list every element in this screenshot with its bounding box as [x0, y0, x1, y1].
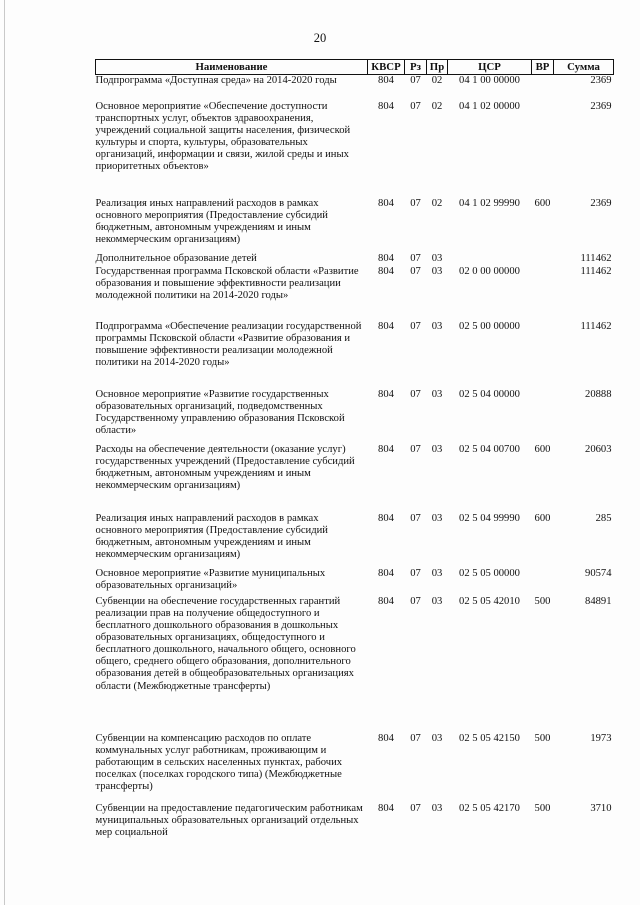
header-vr: ВР: [532, 60, 554, 75]
row-csr: 02 5 04 00000: [459, 388, 520, 400]
row-name: Реализация иных направлений расходов в рамках основного мероприятия (Предоставление субсидий бюджетным, автономным учреждениям и иным некоммерческим организациям): [95, 197, 328, 245]
row-vr: [532, 266, 554, 321]
row-pr: 02: [431, 75, 443, 86]
row-rz: 07: [410, 388, 421, 400]
row-pr: 03: [431, 595, 443, 607]
table-header-row: [96, 60, 614, 75]
table-row: [96, 321, 614, 389]
row-name: Субвенции на предоставление педагогическим работникам муниципальных образовательных организаций отдельных мер социальной: [95, 802, 363, 838]
row-rz: 07: [410, 197, 421, 209]
row-pr: 03: [431, 567, 443, 579]
row-name: Дополнительное образование детей: [95, 252, 257, 264]
row-kvsr: 804: [378, 100, 394, 112]
row-vr: [532, 101, 554, 198]
row-vr: 600: [534, 197, 551, 209]
row-rz: 07: [410, 443, 421, 455]
header-kvsr: КВСР: [368, 60, 405, 75]
table-row: [96, 596, 614, 733]
table-row: [96, 733, 614, 803]
row-pr: 03: [431, 512, 443, 524]
row-kvsr: 804: [378, 197, 394, 209]
row-summa: 111462: [580, 252, 612, 264]
row-csr: 04 1 02 99990: [459, 197, 520, 209]
row-kvsr: 804: [378, 512, 394, 524]
row-rz: 07: [410, 265, 421, 277]
row-rz: 07: [410, 802, 421, 814]
row-kvsr: 804: [378, 388, 394, 400]
row-vr: 500: [534, 802, 551, 814]
row-kvsr: 804: [378, 595, 394, 607]
page-number: 20: [313, 31, 327, 45]
table-row: [96, 513, 614, 568]
row-kvsr: 804: [378, 443, 394, 455]
row-csr: 02 5 04 99990: [459, 512, 520, 524]
row-rz: 07: [410, 320, 421, 332]
row-summa: 84891: [585, 595, 612, 607]
row-summa: 111462: [580, 320, 612, 332]
table-row: [96, 568, 614, 596]
row-name: Субвенции на обеспечение государственных гарантий реализации прав на получение общедоступного и бесплатного дошкольного образования в дошкольных образовательных организациях, общедоступного и бесплатного дошкольного, начального общего, основного общего, среднего общего образования, дополнительного образования детей в общеобразовательных организациях области (Межбюджетные трансферты): [95, 595, 356, 692]
table-row: [96, 253, 614, 266]
row-kvsr: 804: [378, 802, 394, 814]
row-summa: 1973: [590, 732, 612, 744]
row-kvsr: 804: [378, 732, 394, 744]
row-pr: 03: [431, 802, 443, 814]
row-csr: 04 1 00 00000: [459, 75, 520, 86]
budget-table: [95, 59, 614, 845]
header-pr: Пр: [427, 60, 448, 75]
row-rz: 07: [410, 75, 421, 86]
header-summa: Сумма: [554, 60, 614, 75]
row-name: Подпрограмма «Доступная среда» на 2014-2020 годы: [95, 75, 337, 86]
row-summa: 2369: [590, 197, 612, 209]
row-rz: 07: [410, 252, 421, 264]
header-rz: Рз: [405, 60, 427, 75]
row-csr: 02 5 05 42170: [459, 802, 520, 814]
row-vr: 600: [534, 443, 551, 455]
row-rz: 07: [410, 567, 421, 579]
row-summa: 90574: [585, 567, 612, 579]
row-kvsr: 804: [378, 75, 394, 86]
row-vr: [532, 253, 554, 266]
row-pr: 03: [431, 252, 443, 264]
row-csr: 02 5 05 00000: [459, 567, 520, 579]
table-row: [96, 198, 614, 253]
table-row: [96, 389, 614, 444]
row-summa: 2369: [590, 100, 612, 112]
row-pr: 03: [431, 443, 443, 455]
table-row: [96, 444, 614, 513]
row-name: Субвенции на компенсацию расходов по оплате коммунальных услуг работникам, проживающим и работающим в сельских населенных пунктах, рабочих поселках (поселках городского типа) (Межбюджетные трансферты): [95, 732, 343, 793]
table-row: [96, 266, 614, 321]
row-vr: 500: [534, 595, 551, 607]
row-summa: 20603: [585, 443, 612, 455]
row-pr: 03: [431, 320, 443, 332]
row-pr: 02: [431, 197, 443, 209]
row-pr: 02: [431, 100, 443, 112]
row-summa: 3710: [590, 802, 612, 814]
row-kvsr: 804: [378, 567, 394, 579]
row-name: Подпрограмма «Обеспечение реализации государственной программы Псковской области «Развитие образования и повышение эффективности реализации молодежной политики на 2014-2020 годы»: [95, 320, 362, 368]
row-summa: 285: [595, 512, 612, 524]
row-name: Основное мероприятие «Развитие государственных образовательных организаций, подведомственных Государственному управлению образования Псковской области»: [95, 388, 345, 436]
row-name: Основное мероприятие «Развитие муниципальных образовательных организаций»: [95, 567, 326, 591]
row-csr: [448, 253, 532, 266]
row-name: Расходы на обеспечение деятельности (оказание услуг) государственных учреждений (Предоставление субсидий бюджетным, автономным учреждениям и иным некоммерческим организациям): [95, 443, 355, 491]
row-rz: 07: [410, 100, 421, 112]
row-name: Реализация иных направлений расходов в рамках основного мероприятия (Предоставление субсидий бюджетным, автономным учреждениям и иным некоммерческим организациям): [95, 512, 328, 560]
row-kvsr: 804: [378, 320, 394, 332]
table-row: [96, 75, 614, 101]
row-kvsr: 804: [378, 252, 394, 264]
row-rz: 07: [410, 512, 421, 524]
table-row: [96, 101, 614, 198]
row-csr: 02 5 05 42150: [459, 732, 520, 744]
row-rz: 07: [410, 732, 421, 744]
header-csr: ЦСР: [448, 60, 532, 75]
row-csr: 02 5 05 42010: [459, 595, 520, 607]
row-vr: [532, 389, 554, 444]
header-name: Наименование: [96, 60, 368, 75]
row-summa: 2369: [590, 75, 612, 86]
row-vr: 500: [534, 732, 551, 744]
row-vr: [532, 75, 554, 101]
row-pr: 03: [431, 265, 443, 277]
row-csr: 02 5 04 00700: [459, 443, 520, 455]
row-name: Основное мероприятие «Обеспечение доступности транспортных услуг, объектов здравоохранения, учреждений социальной защиты населения, физической культуры и спорта, культуры, образовательных организаций, информации и связи, жилой среды и иных приоритетных объектов»: [95, 100, 351, 173]
row-rz: 07: [410, 595, 421, 607]
row-pr: 03: [431, 732, 443, 744]
row-vr: [532, 321, 554, 389]
row-summa: 111462: [580, 265, 612, 277]
row-csr: 04 1 02 00000: [459, 100, 520, 112]
row-vr: [532, 568, 554, 596]
row-vr: 600: [534, 512, 551, 524]
row-csr: 02 5 00 00000: [459, 320, 520, 332]
row-summa: 20888: [585, 388, 612, 400]
table-row: [96, 803, 614, 845]
row-csr: 02 0 00 00000: [459, 265, 520, 277]
row-kvsr: 804: [378, 265, 394, 277]
scan-edge: [4, 0, 5, 905]
row-pr: 03: [431, 388, 443, 400]
row-name: Государственная программа Псковской области «Развитие образования и повышение эффективности реализации молодежной политики на 2014-2020 годы»: [95, 265, 359, 301]
